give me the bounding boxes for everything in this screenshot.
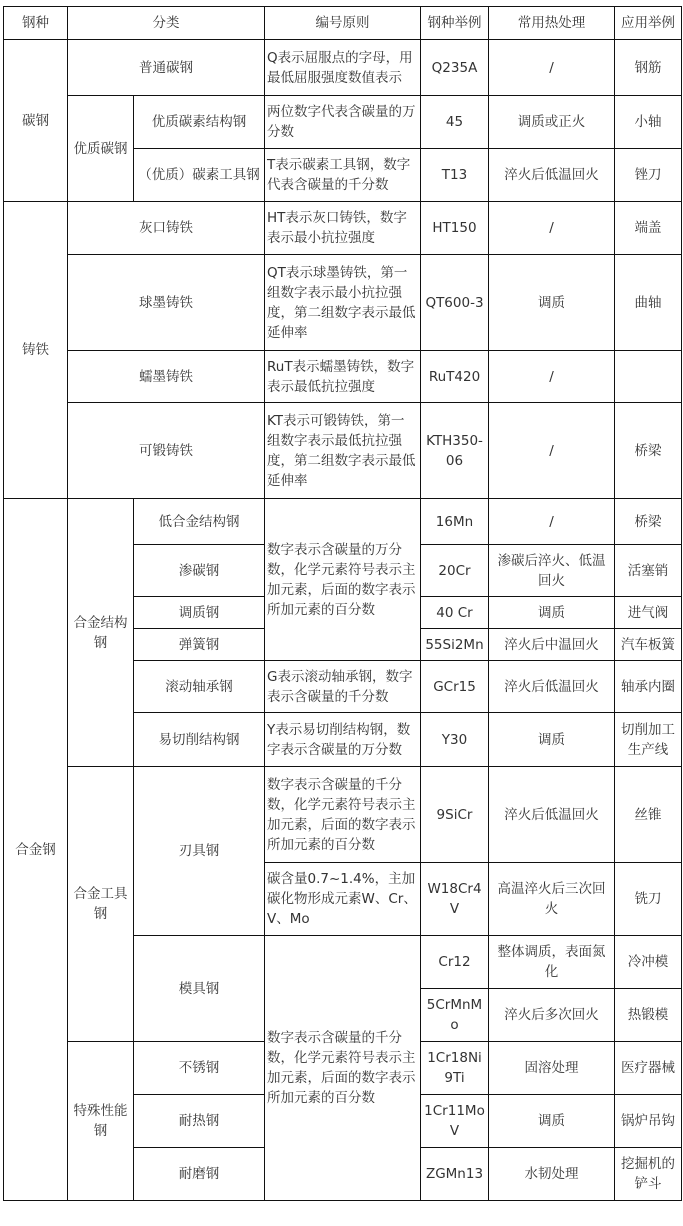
heat-cell: 淬火后低温回火 bbox=[489, 767, 615, 863]
header-grade-example: 钢种举例 bbox=[421, 7, 489, 40]
principle-cell: 两位数字代表含碳量的万分数 bbox=[265, 96, 421, 149]
subtype-cell: 耐磨钢 bbox=[134, 1148, 265, 1201]
group-cast-iron: 铸铁 bbox=[4, 202, 68, 499]
heat-cell: 调质 bbox=[489, 255, 615, 351]
example-cell: 45 bbox=[421, 96, 489, 149]
principle-cell-shared: 数字表示含碳量的万分数，化学元素符号表示主加元素，后面的数字表示所加元素的百分数 bbox=[265, 499, 421, 661]
table-row bbox=[4, 96, 682, 149]
heat-cell: 调质 bbox=[489, 713, 615, 767]
group-alloy-tool: 合金工具钢 bbox=[68, 767, 134, 1042]
heat-cell: 调质 bbox=[489, 1095, 615, 1148]
principle-cell: RuT表示蠕墨铸铁，数字表示最低抗拉强度 bbox=[265, 351, 421, 403]
heat-cell: 调质 bbox=[489, 597, 615, 629]
header-row bbox=[4, 7, 682, 40]
table-row bbox=[4, 499, 682, 545]
heat-cell: / bbox=[489, 499, 615, 545]
heat-cell: 淬火后多次回火 bbox=[489, 989, 615, 1042]
application-cell: 钢筋 bbox=[615, 40, 682, 96]
application-cell: 桥梁 bbox=[615, 499, 682, 545]
example-cell: QT600-3 bbox=[421, 255, 489, 351]
heat-cell: / bbox=[489, 403, 615, 499]
group-alloy-structural: 合金结构钢 bbox=[68, 499, 134, 767]
subtype-cell: 渗碳钢 bbox=[134, 545, 265, 597]
principle-cell: T表示碳素工具钢，数字代表含碳量的千分数 bbox=[265, 149, 421, 202]
principle-cell: KT表示可锻铸铁，第一组数字表示最低抗拉强度，第二组数字表示最低延伸率 bbox=[265, 403, 421, 499]
application-cell: 挖掘机的铲斗 bbox=[615, 1148, 682, 1201]
subtype-cell: 弹簧钢 bbox=[134, 629, 265, 661]
heat-cell: 固溶处理 bbox=[489, 1042, 615, 1095]
principle-cell: QT表示球墨铸铁，第一组数字表示最小抗拉强度，第二组数字表示最低延伸率 bbox=[265, 255, 421, 351]
heat-cell: 水韧处理 bbox=[489, 1148, 615, 1201]
application-cell: 切削加工生产线 bbox=[615, 713, 682, 767]
table-row bbox=[4, 767, 682, 863]
subtype-cell: 可锻铸铁 bbox=[68, 403, 265, 499]
subtype-cell: 模具钢 bbox=[134, 936, 265, 1042]
application-cell: 曲轴 bbox=[615, 255, 682, 351]
principle-cell: Q表示屈服点的字母，用最低屈服强度数值表示 bbox=[265, 40, 421, 96]
application-cell: 活塞销 bbox=[615, 545, 682, 597]
application-cell: 进气阀 bbox=[615, 597, 682, 629]
table-row bbox=[4, 40, 682, 96]
application-cell: 小轴 bbox=[615, 96, 682, 149]
example-cell: HT150 bbox=[421, 202, 489, 255]
heat-cell: 淬火后中温回火 bbox=[489, 629, 615, 661]
application-cell: 铣刀 bbox=[615, 863, 682, 936]
subtype-cell: 蠕墨铸铁 bbox=[68, 351, 265, 403]
heat-cell: 淬火后低温回火 bbox=[489, 661, 615, 713]
header-steel-type: 钢种 bbox=[4, 7, 68, 40]
group-alloy-steel: 合金钢 bbox=[4, 499, 68, 1201]
example-cell: RuT420 bbox=[421, 351, 489, 403]
principle-cell-shared: 数字表示含碳量的千分数，化学元素符号表示主加元素，后面的数字表示所加元素的百分数 bbox=[265, 936, 421, 1201]
example-cell: ZGMn13 bbox=[421, 1148, 489, 1201]
example-cell: 5CrMnMo bbox=[421, 989, 489, 1042]
subtype-cell: 优质碳素结构钢 bbox=[134, 96, 265, 149]
application-cell bbox=[615, 351, 682, 403]
principle-cell: 碳含量0.7~1.4%，主加碳化物形成元素W、Cr、V、Mo bbox=[265, 863, 421, 936]
example-cell: GCr15 bbox=[421, 661, 489, 713]
application-cell: 锅炉吊钩 bbox=[615, 1095, 682, 1148]
group-quality-carbon: 优质碳钢 bbox=[68, 96, 134, 202]
subtype-cell: 易切削结构钢 bbox=[134, 713, 265, 767]
example-cell: KTH350-06 bbox=[421, 403, 489, 499]
example-cell: Cr12 bbox=[421, 936, 489, 989]
subtype-cell: 滚动轴承钢 bbox=[134, 661, 265, 713]
application-cell: 医疗器械 bbox=[615, 1042, 682, 1095]
example-cell: T13 bbox=[421, 149, 489, 202]
example-cell: 9SiCr bbox=[421, 767, 489, 863]
application-cell: 端盖 bbox=[615, 202, 682, 255]
subtype-cell: 普通碳钢 bbox=[68, 40, 265, 96]
principle-cell: 数字表示含碳量的千分数，化学元素符号表示主加元素，后面的数字表示所加元素的百分数 bbox=[265, 767, 421, 863]
heat-cell: 高温淬火后三次回火 bbox=[489, 863, 615, 936]
application-cell: 热锻模 bbox=[615, 989, 682, 1042]
subtype-cell: 调质钢 bbox=[134, 597, 265, 629]
heat-cell: / bbox=[489, 40, 615, 96]
table-row bbox=[4, 255, 682, 351]
heat-cell: / bbox=[489, 202, 615, 255]
group-special-property: 特殊性能钢 bbox=[68, 1042, 134, 1201]
principle-cell: HT表示灰口铸铁，数字表示最小抗拉强度 bbox=[265, 202, 421, 255]
heat-cell: 渗碳后淬火、低温回火 bbox=[489, 545, 615, 597]
subtype-cell: 刃具钢 bbox=[134, 767, 265, 936]
application-cell: 冷冲模 bbox=[615, 936, 682, 989]
example-cell: 1Cr11MoV bbox=[421, 1095, 489, 1148]
table-row bbox=[4, 351, 682, 403]
application-cell: 汽车板簧 bbox=[615, 629, 682, 661]
subtype-cell: 不锈钢 bbox=[134, 1042, 265, 1095]
example-cell: Q235A bbox=[421, 40, 489, 96]
subtype-cell: 球墨铸铁 bbox=[68, 255, 265, 351]
example-cell: 20Cr bbox=[421, 545, 489, 597]
example-cell: 16Mn bbox=[421, 499, 489, 545]
example-cell: W18Cr4V bbox=[421, 863, 489, 936]
subtype-cell: 低合金结构钢 bbox=[134, 499, 265, 545]
example-cell: 55Si2Mn bbox=[421, 629, 489, 661]
principle-cell: Y表示易切削结构钢，数字表示含碳量的万分数 bbox=[265, 713, 421, 767]
example-cell: Y30 bbox=[421, 713, 489, 767]
subtype-cell: （优质）碳素工具钢 bbox=[134, 149, 265, 202]
steel-classification-table bbox=[3, 6, 682, 1201]
principle-cell: G表示滚动轴承钢，数字表示含碳量的千分数 bbox=[265, 661, 421, 713]
subtype-cell: 灰口铸铁 bbox=[68, 202, 265, 255]
table-row bbox=[4, 202, 682, 255]
header-heat-treatment: 常用热处理 bbox=[489, 7, 615, 40]
example-cell: 1Cr18Ni9Ti bbox=[421, 1042, 489, 1095]
header-application: 应用举例 bbox=[615, 7, 682, 40]
heat-cell: 淬火后低温回火 bbox=[489, 149, 615, 202]
application-cell: 轴承内圈 bbox=[615, 661, 682, 713]
subtype-cell: 耐热钢 bbox=[134, 1095, 265, 1148]
heat-cell: 整体调质，表面氮化 bbox=[489, 936, 615, 989]
heat-cell: / bbox=[489, 351, 615, 403]
header-numbering-principle: 编号原则 bbox=[265, 7, 421, 40]
heat-cell: 调质或正火 bbox=[489, 96, 615, 149]
group-carbon-steel: 碳钢 bbox=[4, 40, 68, 202]
application-cell: 丝锥 bbox=[615, 767, 682, 863]
header-category: 分类 bbox=[68, 7, 265, 40]
table-row bbox=[4, 403, 682, 499]
example-cell: 40 Cr bbox=[421, 597, 489, 629]
application-cell: 锉刀 bbox=[615, 149, 682, 202]
application-cell: 桥梁 bbox=[615, 403, 682, 499]
